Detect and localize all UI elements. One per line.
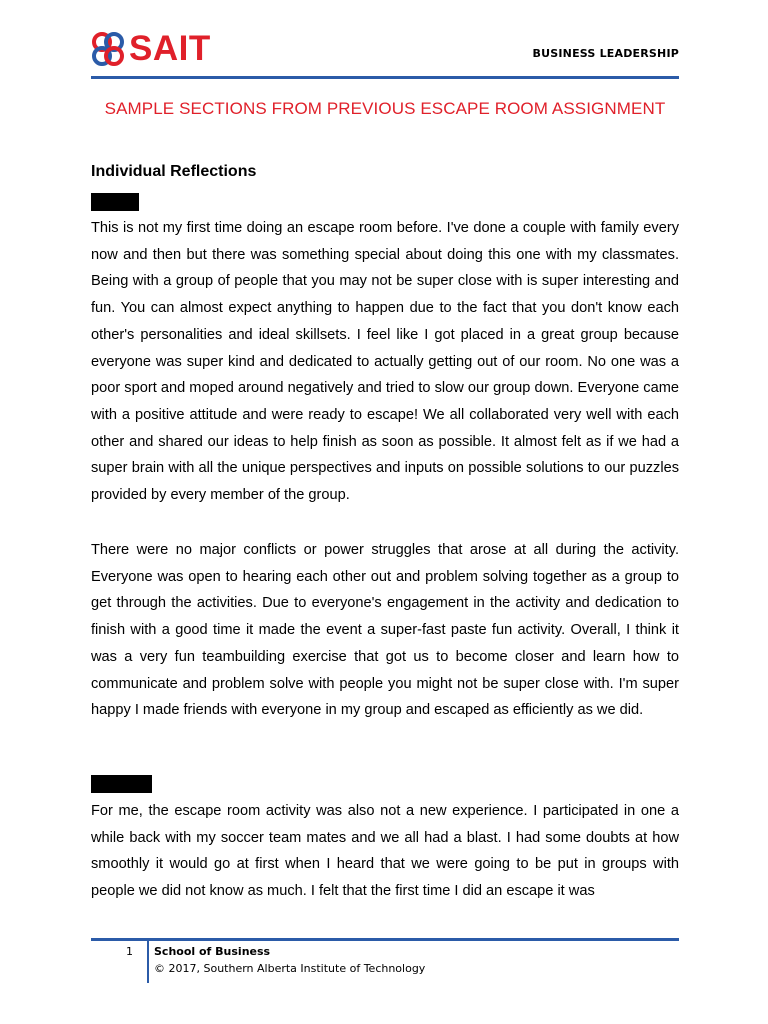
- section-heading: Individual Reflections: [91, 163, 257, 180]
- sait-logo: [91, 30, 211, 68]
- page-header: [91, 30, 679, 80]
- redacted-name-1: [91, 193, 139, 211]
- footer-divider: [91, 938, 679, 941]
- redacted-name-2: [91, 775, 152, 793]
- sait-knot-icon: [91, 30, 125, 68]
- reflection-paragraph-3: For me, the escape room activity was also not a new experience. I participated in one a while back with my soccer team mates and we all had a blast. I had some doubts at how smoothly it would go at first when I heard that we were going to be put in groups with people we did not know as much. I felt that the first time I did an escape it was: [91, 803, 679, 900]
- reflection-paragraph-2: There were no major conflicts or power struggles that arose at all during the activity. Everyone was open to hearing each other out and problem solving together as a group to get through the activities. Due to everyone's engagement in the activity and dedication to finish with a good time it made the event a super-fast paste fun activity. Overall, I think it was a very fun teambuilding exercise that got us to become closer and learn how to communicate and problem solve with people you might not be super close with. I'm super happy I made friends with everyone in my group and escaped as efficiently as we did.: [91, 542, 679, 719]
- footer-school: School of Business: [154, 945, 271, 958]
- footer-vertical-divider: [147, 941, 149, 983]
- reflection-paragraph-1: This is not my first time doing an escape room before. I've done a couple with family every now and then but there was something special about doing this one with my classmates. Being with a group of people that you may not be super close with is super interesting and fun. You can almost expect anything to happen due to the fact that you don't know each other's personalities and ideal skillsets. I feel like I got placed in a great group because everyone was super kind and dedicated to actually getting out of our room. No one was a poor sport and moped around negatively and tried to slow our group down. Everyone came with a positive attitude and were ready to escape! We all collaborated very well with each other and shared our ideas to help finish as soon as possible. It almost felt as if we had a super brain with all the unique perspectives and inputs on possible solutions to our puzzles provided by every member of the group.: [91, 220, 679, 504]
- footer-copyright: © 2017, Southern Alberta Institute of Technology: [154, 962, 426, 975]
- header-divider: [91, 76, 679, 79]
- logo-text: SAIT: [129, 29, 211, 68]
- document-title: SAMPLE SECTIONS FROM PREVIOUS ESCAPE ROOM ASSIGNMENT: [104, 99, 666, 118]
- page-number: 1: [126, 945, 133, 958]
- department-label: BUSINESS LEADERSHIP: [532, 47, 679, 60]
